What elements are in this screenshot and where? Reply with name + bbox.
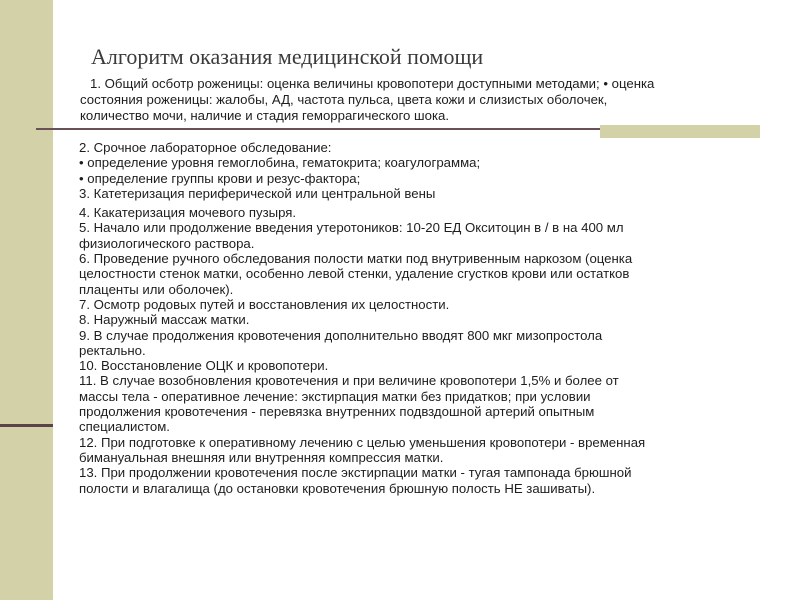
step-line: 8. Наружный массаж матки. [79,312,250,328]
step-line: специалистом. [79,419,170,435]
intro-paragraph [80,76,770,124]
step-line: продолжения кровотечения - перевязка внутренних подвздошной артерий опытным [79,404,595,420]
step-line: физиологического раствора. [79,235,255,251]
step-line: 10. Восстановление ОЦК и кровопотери. [79,358,329,374]
step-line: 12. При подготовке к оперативному лечению с целью уменьшения кровопотери - временная [79,434,646,450]
divider-accent-block [600,125,760,138]
step-line: 6. Проведение ручного обследования полости матки под внутривенным наркозом (оценка [79,251,633,267]
step-line: ректально. [79,342,146,358]
intro-line: количество мочи, наличие и стадия геморрагического шока. [80,108,449,123]
step-line: бимануальная внешняя или внутренняя компрессия матки. [79,449,444,465]
step-line: 7. Осмотр родовых путей и восстановления их целостности. [79,296,450,312]
step-line: 5. Начало или продолжение введения утеротоников: 10-20 ЕД Окситоцин в / в на 400 мл [79,220,624,236]
algorithm-steps [79,140,769,496]
step-line: 11. В случае возобновления кровотечения и при величине кровопотери 1,5% и более от [79,373,619,389]
step-line: плаценты или оболочек). [79,281,234,297]
step-line: массы тела - оперативное лечение: экстирпация матки без придатков; при условии [79,388,591,404]
left-band-divider [0,424,53,427]
intro-line: 1. Общий осботр роженицы: оценка величины кровопотери доступными методами; • оценка [90,76,655,91]
step-line: полости и влагалища (до остановки кровотечения брюшную полость НЕ зашиваты). [79,480,596,496]
step-line: • определение уровня гемоглобина, гематокрита; коагулограмма; [79,155,481,171]
left-decor-band [0,0,53,600]
slide-title: Алгоритм оказания медицинской помощи [91,44,484,69]
step-line: 2. Срочное лабораторное обследование: [79,140,332,155]
step-line: 13. При продолжении кровотечения после экстирпации матки - тугая тампонада брюшной [79,465,632,481]
step-line: 3. Катетеризация периферической или центральной вены [79,185,436,201]
intro-line: состояния роженицы: жалобы, АД, частота пульса, цвета кожи и слизистых оболочек, [80,92,608,107]
step-line: 4. Какатеризация мочевого пузыря. [79,205,297,221]
horizontal-divider [36,128,600,130]
step-line: • определение группы крови и резус-фактора; [79,170,361,186]
step-line: 9. В случае продолжения кровотечения дополнительно вводят 800 мкг мизопростола [79,327,603,343]
step-line: целостности стенок матки, особенно левой стенки, удаление сгустков крови или остатков [79,266,630,282]
